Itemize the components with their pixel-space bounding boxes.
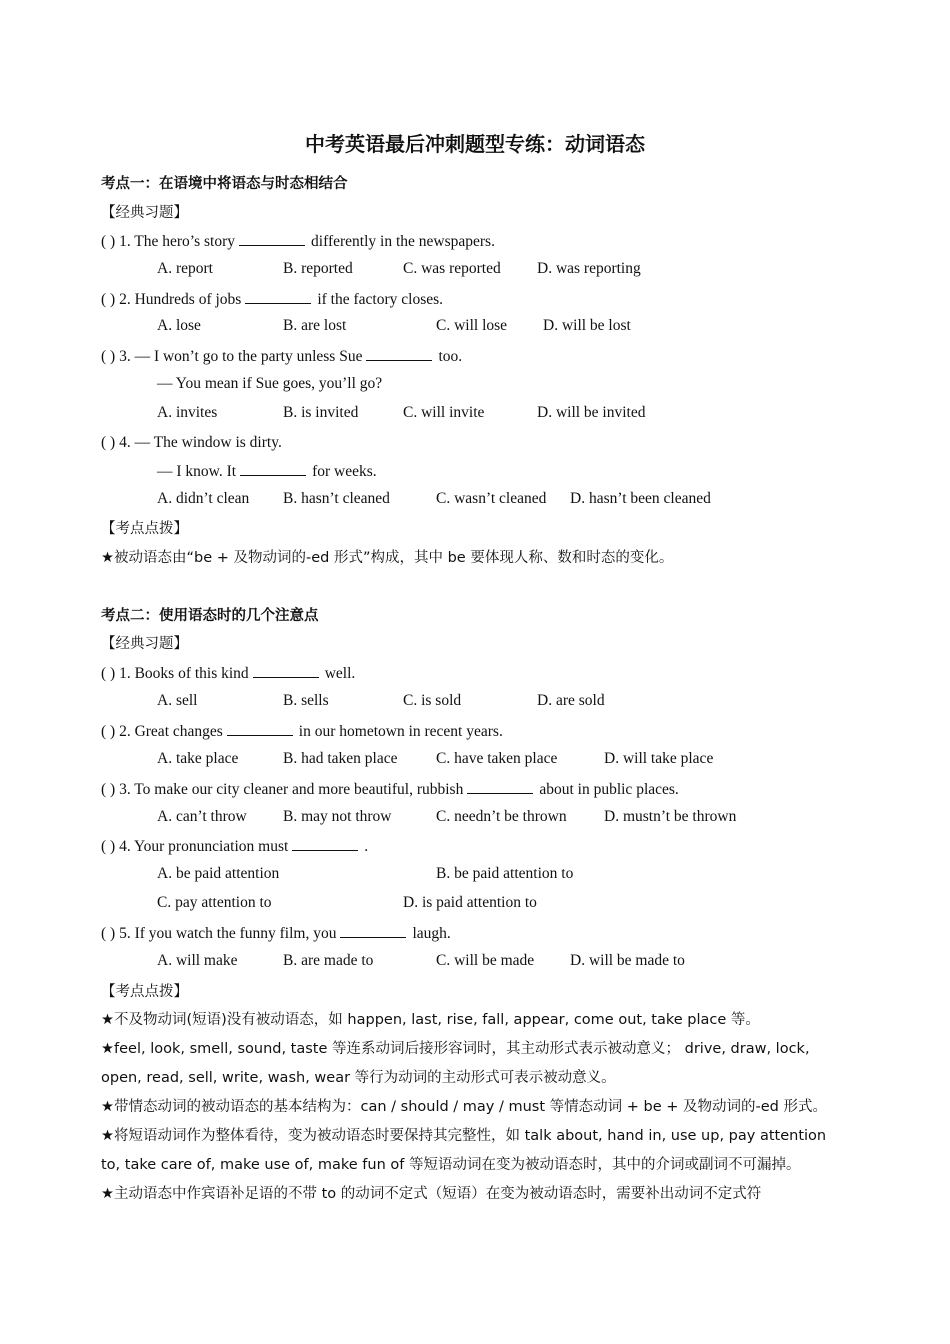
answer-blank bbox=[340, 923, 406, 938]
s1-q3-line2: — You mean if Sue goes, you’ll go? bbox=[157, 375, 383, 392]
s1-q1-option-d: D. was reporting bbox=[537, 260, 641, 277]
section1-heading: 考点一：在语境中将语态与时态相结合 bbox=[101, 176, 348, 192]
s1-q2-option-b: B. are lost bbox=[283, 317, 347, 334]
s1-q2-option-c: C. will lose bbox=[436, 317, 508, 334]
s2-q2: ( ) 2. Great changes in our hometown in recent years. bbox=[101, 723, 503, 740]
s1-q4: ( ) 4. — The window is dirty. bbox=[101, 434, 282, 451]
s1-q1: ( ) 1. The hero’s story differently in the newspapers. bbox=[101, 233, 495, 250]
s1-q2-option-d: D. will be lost bbox=[543, 317, 631, 334]
answer-blank bbox=[292, 836, 358, 851]
s2-q3: ( ) 3. To make our city cleaner and more beautiful, rubbish about in public places. bbox=[101, 781, 679, 798]
s1-q4-option-c: C. wasn’t cleaned bbox=[436, 490, 547, 507]
section2-heading: 考点二：使用语态时的几个注意点 bbox=[101, 608, 319, 624]
answer-blank bbox=[240, 461, 306, 476]
section1-tips-label: 【考点点拨】 bbox=[101, 521, 188, 537]
s1-q4-option-b: B. hasn’t cleaned bbox=[283, 490, 390, 507]
s2-q5-option-d: D. will be made to bbox=[570, 952, 685, 969]
s2-q5-option-b: B. are made to bbox=[283, 952, 374, 969]
s1-q3-option-a: A. invites bbox=[157, 404, 218, 421]
section2-tips-label: 【考点点拨】 bbox=[101, 984, 188, 1000]
s2-q2-option-c: C. have taken place bbox=[436, 750, 558, 767]
answer-blank bbox=[245, 289, 311, 304]
s1-q3: ( ) 3. — I won’t go to the party unless Sue too. bbox=[101, 348, 463, 365]
s2-q4-option-a: A. be paid attention bbox=[157, 865, 280, 882]
section2-tip-continued: to, take care of, make use of, make fun of 等短语动词在变为被动语态时，其中的介词或副词不可漏掉。 bbox=[101, 1157, 801, 1173]
s1-q4-option-a: A. didn’t clean bbox=[157, 490, 250, 507]
s1-q4-option-d: D. hasn’t been cleaned bbox=[570, 490, 711, 507]
s1-q4-line2: — I know. It for weeks. bbox=[157, 463, 377, 480]
s1-q2-option-a: A. lose bbox=[157, 317, 201, 334]
s2-q1-option-d: D. are sold bbox=[537, 692, 605, 709]
s2-q5: ( ) 5. If you watch the funny film, you laugh. bbox=[101, 925, 451, 942]
s2-q5-option-a: A. will make bbox=[157, 952, 238, 969]
answer-blank bbox=[467, 779, 533, 794]
section2-tip: ★将短语动词作为整体看待，变为被动语态时要保持其完整性，如 talk about, hand in, use up, pay attention bbox=[101, 1128, 827, 1144]
s1-q2: ( ) 2. Hundreds of jobs if the factory closes. bbox=[101, 291, 444, 308]
s1-q1-option-c: C. was reported bbox=[403, 260, 501, 277]
section2-tip: ★主动语态中作宾语补足语的不带 to 的动词不定式（短语）在变为被动语态时，需要补出动词不定式符 bbox=[101, 1186, 762, 1202]
s2-q2-option-a: A. take place bbox=[157, 750, 239, 767]
s1-q3-option-c: C. will invite bbox=[403, 404, 485, 421]
answer-blank bbox=[253, 663, 319, 678]
page-title: 中考英语最后冲刺题型专练：动词语态 bbox=[305, 132, 645, 156]
section2-tip-continued: open, read, sell, write, wash, wear 等行为动词的主动形式可表示被动意义。 bbox=[101, 1070, 616, 1086]
answer-blank bbox=[239, 231, 305, 246]
s1-q1-option-a: A. report bbox=[157, 260, 213, 277]
s1-q3-option-d: D. will be invited bbox=[537, 404, 646, 421]
s2-q1: ( ) 1. Books of this kind well. bbox=[101, 665, 356, 682]
s1-q3-option-b: B. is invited bbox=[283, 404, 359, 421]
s2-q3-option-d: D. mustn’t be thrown bbox=[604, 808, 737, 825]
s2-q5-option-c: C. will be made bbox=[436, 952, 535, 969]
s2-q3-option-b: B. may not throw bbox=[283, 808, 392, 825]
answer-blank bbox=[227, 721, 293, 736]
s2-q3-option-a: A. can’t throw bbox=[157, 808, 247, 825]
s2-q2-option-d: D. will take place bbox=[604, 750, 714, 767]
s2-q4: ( ) 4. Your pronunciation must . bbox=[101, 838, 369, 855]
section2-tip: ★不及物动词(短语)没有被动语态，如 happen, last, rise, fall, appear, come out, take place 等。 bbox=[101, 1012, 760, 1028]
s1-q1-option-b: B. reported bbox=[283, 260, 353, 277]
section2-tip: ★feel, look, smell, sound, taste 等连系动词后接形容词时，其主动形式表示被动意义； drive, draw, lock, bbox=[101, 1041, 810, 1057]
section2-exercise-label: 【经典习题】 bbox=[101, 636, 188, 652]
s2-q1-option-a: A. sell bbox=[157, 692, 198, 709]
s2-q4-option-b: B. be paid attention to bbox=[436, 865, 574, 882]
answer-blank bbox=[366, 346, 432, 361]
s2-q1-option-c: C. is sold bbox=[403, 692, 462, 709]
section2-tip: ★带情态动词的被动语态的基本结构为：can / should / may / must 等情态动词 + be + 及物动词的-ed 形式。 bbox=[101, 1099, 827, 1115]
section1-tip: ★被动语态由“be + 及物动词的-ed 形式”构成，其中 be 要体现人称、数和时态的变化。 bbox=[101, 550, 674, 566]
s2-q4-option-d: D. is paid attention to bbox=[403, 894, 537, 911]
s2-q3-option-c: C. needn’t be thrown bbox=[436, 808, 567, 825]
s2-q1-option-b: B. sells bbox=[283, 692, 329, 709]
section1-exercise-label: 【经典习题】 bbox=[101, 205, 188, 221]
s2-q2-option-b: B. had taken place bbox=[283, 750, 398, 767]
s2-q4-option-c: C. pay attention to bbox=[157, 894, 272, 911]
